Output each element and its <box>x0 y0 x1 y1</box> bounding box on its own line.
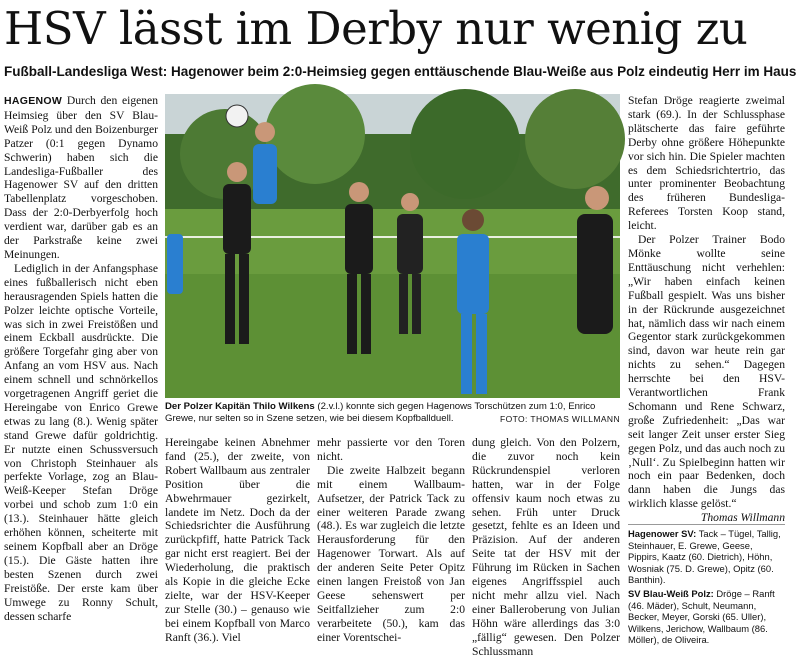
divider <box>628 524 785 525</box>
author-signature: Thomas Willmann <box>700 511 785 525</box>
lineup-box <box>628 528 785 646</box>
paragraph-text: Durch den eigenen Heimsieg über den SV Blau-Weiß Polz und den Boizenburger Patzer (0:1 gegen Dynamo Schwerin) haben sich die Landesliga-Fußballer des Hagenower SV auf den dritten Tabellenplatz vorgeschoben. Dass der 2:0-Derbyerfolg hoch verdient war, darüber gab es an der Parkstraße keine zwei Meinungen. <box>4 94 159 261</box>
dateline: HAGENOW <box>4 95 63 107</box>
photo-caption <box>165 401 620 433</box>
headline: HSV lässt im Derby nur wenig zu <box>4 2 748 55</box>
paragraph: dung gleich. Von den Polzern, die zuvor noch kein Rückrundenspiel verloren hatten, war in der Folge offensiv kaum noch etwas zu sehen. Früh unter Druck gesetzt, fehlte es an Ideen und Präzision. Auf der anderen Seite tat der HSV mit der Führung im Rücken in Sachen eigenes Angriffsspiel auch nicht mehr allzu viel. Nach einer Balleroberung von Julian Höhn wäre allerdings das 3:0 „fällig“ gewesen. Den Polzer Schlussmann <box>472 436 620 658</box>
subline: Fußball-Landesliga West: Hagenower beim 2:0-Heimsieg gegen enttäuschende Blau-Weiße aus Polz eindeutig Herr im Haus <box>4 64 796 79</box>
article-column-2 <box>165 436 310 644</box>
match-photo <box>165 94 620 398</box>
caption-text: (2.v.l.) konnte sich gegen Hagenows Torschützen zum 1:0, Enrico Grewe, nur selten so in Szene setzen, wie bei diesem Kopfballduell. <box>165 401 596 424</box>
article-column-4 <box>472 436 620 658</box>
caption-lead: Der Polzer Kapitän Thilo Wilkens <box>165 401 315 412</box>
paragraph: Stefan Dröge reagierte zweimal stark (69.). In der Schlussphase plätscherte das faire geführte Derby ohne größere Höhepunkte vor sich hin. Die Spieler machten es dem Schiedsrichtertrio, das unter prominenter Beobachtung des früheren Bundesliga-Referees Torsten Koop stand, leicht. <box>628 94 785 233</box>
paragraph-text: Der Polzer Trainer Bodo Mönke wollte seine Enttäuschung nicht verhehlen: „Wir haben einfach keinen Fußball gespielt. Was uns bisher in der Rückrunde ausgezeichnet hat, nämlich dass wir nach einem Gegentor stark zurückgekommen sind, davon war heute rein gar nichts zu sehen.“ Dagegen herrschte bei den HSV-Verantwortlichen Frank Schomann und Rene Schwarz, große Zufriedenheit: „Das war seit langer Zeit unser erster Sieg gegen Polz, und das auch noch zu ‚Null‘. Zu Spielbeginn hatten wir noch ein paar Bedenken, doch dann haben die Jungs das wirklich klasse gelöst.“ <box>628 233 785 511</box>
home-lineup <box>628 528 785 586</box>
paragraph <box>628 233 785 511</box>
home-team-name: Hagenower SV: <box>628 528 697 539</box>
photo-credit: FOTO: THOMAS WILLMANN <box>499 413 620 424</box>
paragraph: Lediglich in der Anfangsphase eines fußballerisch nicht eben herausragenden Spiels hatten die Polzer leichte optische Vorteile, was sich in zwei Freistößen und einem Eckball ausdrückte. Die größere Torgefahr ging aber von Anfang an vom HSV aus. Nach einem schnell und schnörkellos vorgetragenen Angriff geriet die Hereingabe von Enrico Grewe etwas zu lang (8.). Wenig später stand Grewe dafür goldrichtig. Er nutzte einen Schussversuch von Christoph Steinhauer als perfekte Vorlage, zog an Blau-Weiß-Keeper Stefan Dröge vorbei und schob zum 1:0 ein (13.). Steinhauer hätte gleich erhöhen können, scheiterte mit seinem Kopfball aber an Dröge (15.). Die Gäste hatten ihre besten Szenen durch zwei Freistöße. Der erste kam über Umwege zu Ronny Schult, dessen scharfe <box>4 261 158 623</box>
match-photo-illustration <box>165 94 620 398</box>
home-players: Tack – Tügel, Tallig, Steinhauer, E. Grewe, Geese, Pippirs, Kaatz (60. Dietrich), Höhn, Wosniak (75. D. Grewe), Opitz (60. Banthin). <box>628 528 781 586</box>
paragraph: Die zweite Halbzeit begann mit einem Wallbaum-Aufsetzer, der Patrick Tack zu einer weiteren Parade zwang (48.). Es war zugleich die letzte Herausforderung für den Hagenower Torwart. Als auf der anderen Seite Peter Opitz einen langen Freistoß von Jan Geese sehenswert per Seitfallzieher zum 2:0 verarbeitete (50.), kam das einer Vorentschei- <box>317 463 465 644</box>
away-lineup <box>628 588 785 646</box>
article-column-5 <box>628 94 785 525</box>
paragraph: Hereingabe keinen Abnehmer fand (25.), der zweite, von Robert Wallbaum aus zentraler Position über die Abwehrmauer gezirkelt, landete im Netz. Doch da der Schiedsrichter die Ausführung zurückpfiff, hatte Patrick Tack gar nicht erst reagiert. Bei der Wiederholung, die praktisch als Kopie in die gleiche Ecke zielte, war der HSV-Keeper zur Stelle (30.) – genauso wie bei einem Kopfball von Marco Ranft (36.). Viel <box>165 436 310 644</box>
paragraph: mehr passierte vor den Toren nicht. <box>317 436 465 463</box>
article-column-3 <box>317 436 465 644</box>
away-team-name: SV Blau-Weiß Polz: <box>628 587 714 599</box>
away-players: Dröge – Ranft (46. Mäder), Schult, Neumann, Becker, Meyer, Gorski (65. Uller), Wilkens, Jerichow, Wallbaum (86. Möller), de Oliveira. <box>628 587 775 646</box>
player-blue-1 <box>253 122 277 204</box>
paragraph <box>4 94 158 262</box>
article-column-1 <box>4 94 158 640</box>
player-blue-left <box>167 234 183 294</box>
